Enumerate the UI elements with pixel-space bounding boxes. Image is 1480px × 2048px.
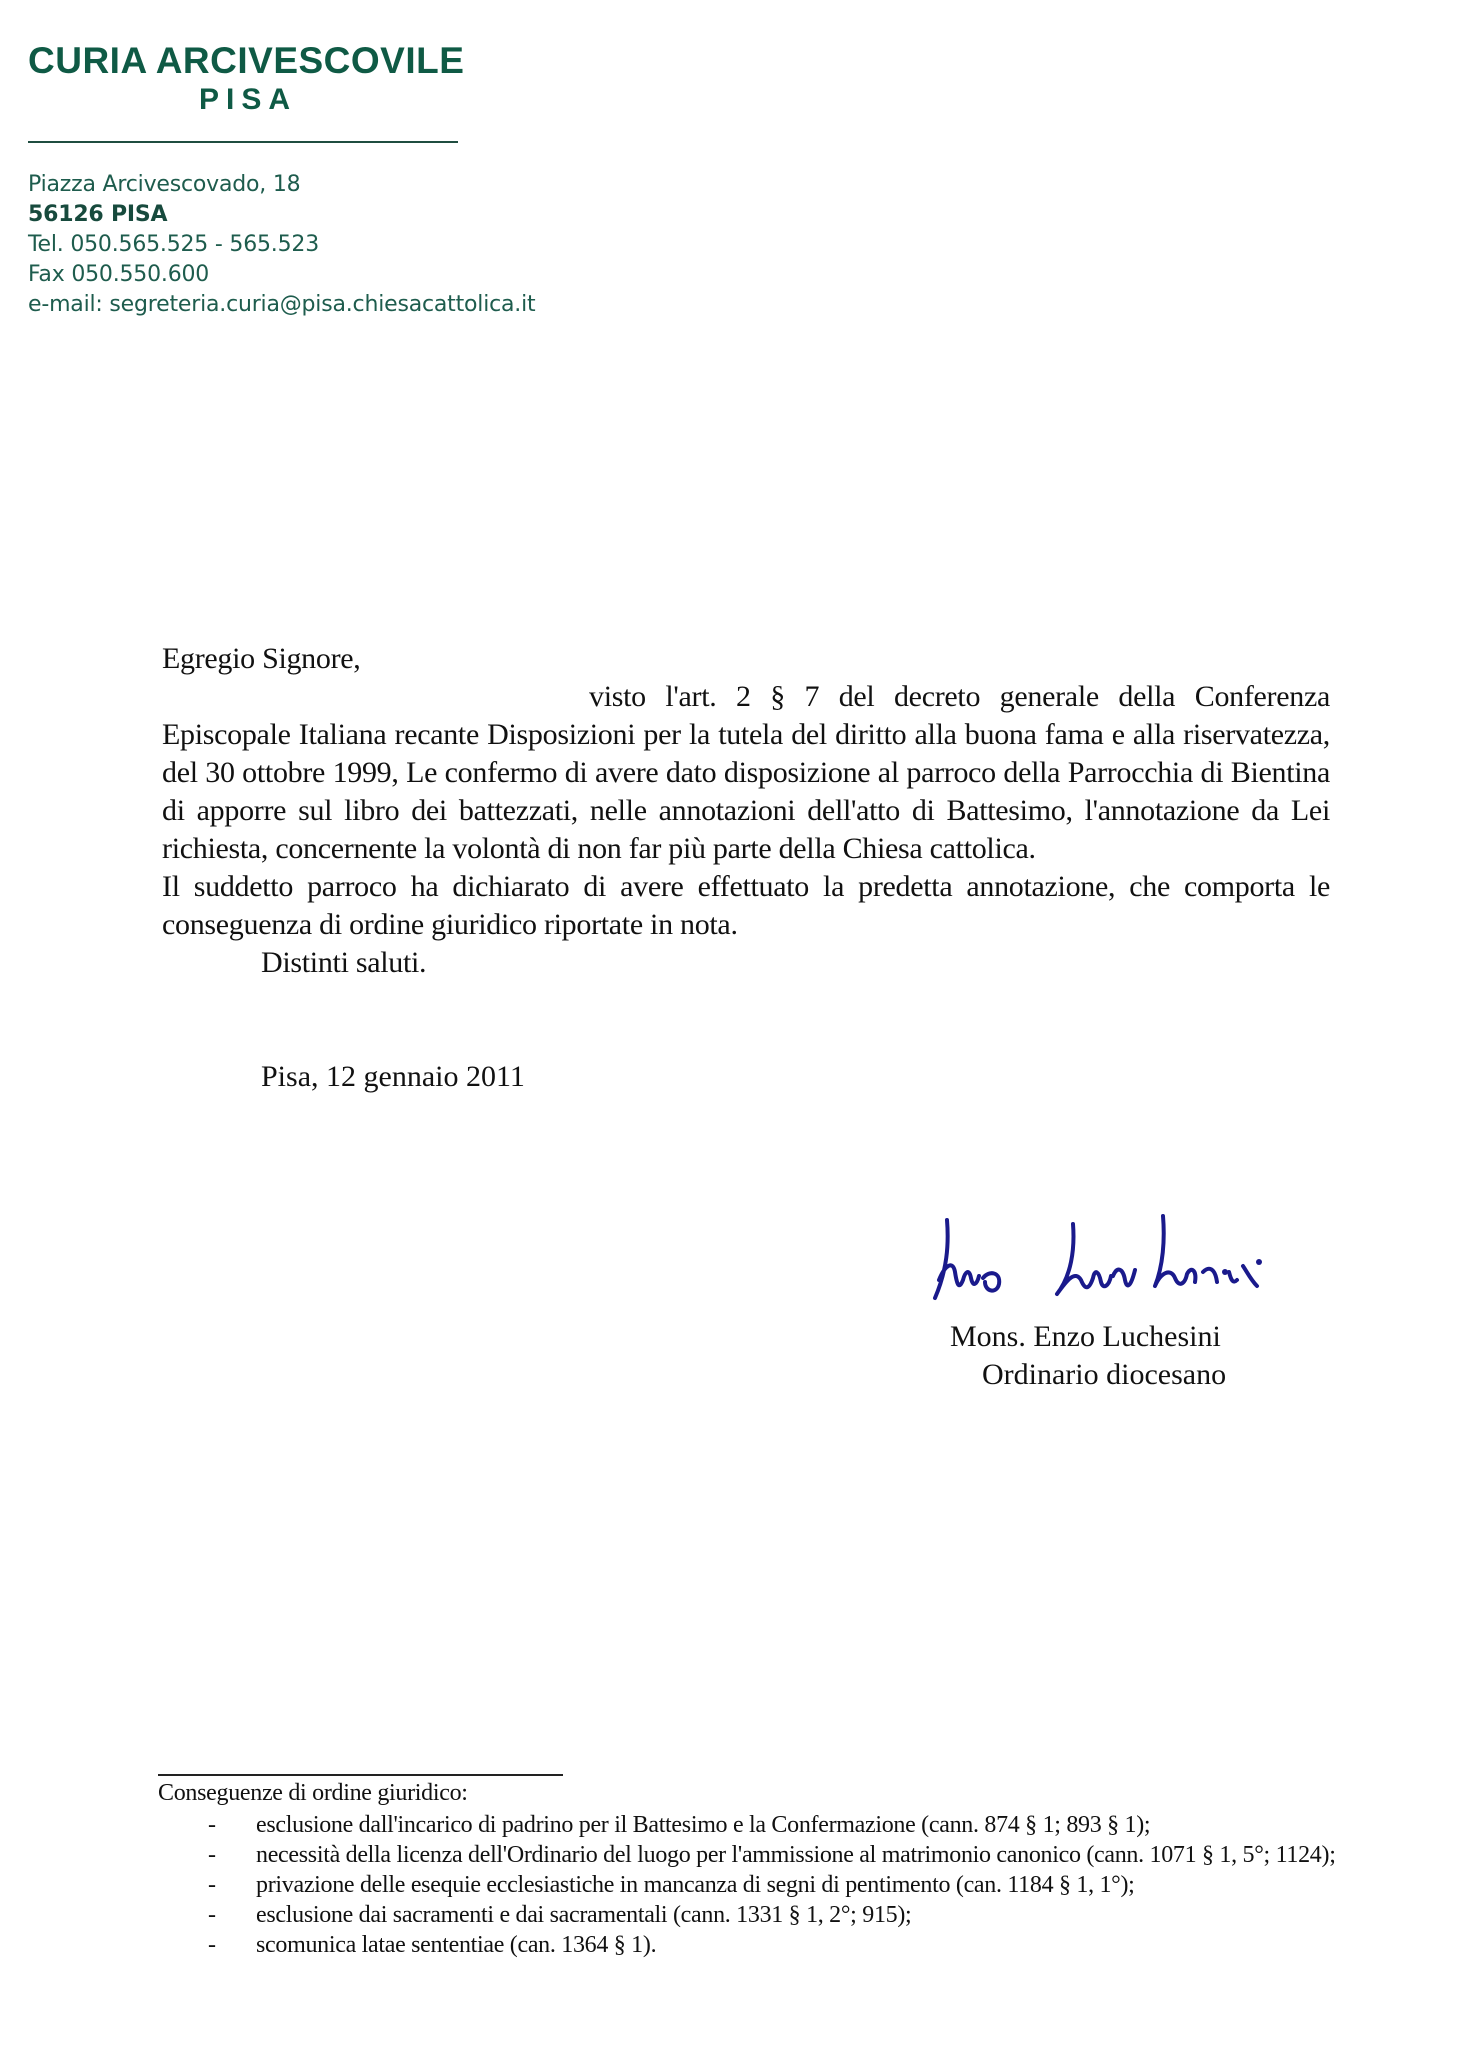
- footnote: [158, 1778, 1338, 1960]
- date-line: Pisa, 12 gennaio 2011: [261, 1060, 525, 1093]
- bullet-dash: -: [208, 1842, 216, 1868]
- contact-block: [28, 170, 535, 320]
- greeting: Egregio Signore,: [162, 642, 361, 675]
- letterhead: [28, 40, 465, 118]
- bullet-dash: -: [208, 1932, 216, 1958]
- postal-line: 56126 PISA: [28, 202, 168, 227]
- list-item-text: esclusione dai sacramenti e dai sacramentali (cann. 1331 § 1, 2°; 915);: [256, 1902, 912, 1928]
- signature-icon: [925, 1210, 1285, 1310]
- fax-line: Fax 050.550.600: [28, 262, 210, 287]
- list-item-text: privazione delle esequie ecclesiastiche in mancanza di segni di pentimento (can. 1184 § 1, 1°);: [256, 1872, 1135, 1898]
- signer-block: [950, 1318, 1226, 1394]
- list-item-text: necessità della licenza dell'Ordinario del luogo per l'ammissione al matrimonio canonico (cann. 1071 § 1, 5°; 1124);: [256, 1842, 1336, 1868]
- paragraph-1: visto l'art. 2 § 7 del decreto generale della Conferenza Episcopale Italiana recante Disposizioni per la tutela del diritto alla buona fama e alla riservatezza, del 30 ottobre 1999, Le confermo di avere dato disposizione al parroco della Parrocchia di Bientina di apporre sul libro dei battezzati, nelle annotazioni dell'atto di Battesimo, l'annotazione da Lei richiesta, concernente la volontà di non far più parte della Chiesa cattolica.: [162, 680, 1330, 865]
- phone-line: Tel. 050.565.525 - 565.523: [28, 232, 319, 257]
- consequences-list: [158, 1810, 1338, 1960]
- paragraph-2: Il suddetto parroco ha dichiarato di avere effettuato la predetta annotazione, che comporta le conseguenza di ordine giuridico riportate in nota.: [162, 870, 1330, 941]
- letter-body: [162, 640, 1330, 982]
- signer-role: Ordinario diocesano: [982, 1358, 1227, 1391]
- list-item: [158, 1870, 1338, 1900]
- closing: Distinti saluti.: [261, 946, 427, 979]
- list-item: [158, 1840, 1338, 1870]
- address-line: Piazza Arcivescovado, 18: [28, 172, 301, 197]
- signer-name: Mons. Enzo Luchesini: [950, 1320, 1221, 1353]
- bullet-dash: -: [208, 1872, 216, 1898]
- bullet-dash: -: [208, 1902, 216, 1928]
- letterhead-divider: [28, 141, 458, 143]
- list-item: [158, 1810, 1338, 1840]
- letterhead-title: CURIA ARCIVESCOVILE: [28, 40, 465, 81]
- letterhead-city: PISA: [198, 83, 298, 116]
- bullet-dash: -: [208, 1812, 216, 1838]
- footnote-heading: Conseguenze di ordine giuridico:: [158, 1780, 468, 1806]
- footnote-divider: [158, 1774, 563, 1776]
- email-line: e-mail: segreteria.curia@pisa.chiesacattolica.it: [28, 292, 536, 317]
- list-item: [158, 1900, 1338, 1930]
- list-item-text: esclusione dall'incarico di padrino per il Battesimo e la Confermazione (cann. 874 § 1; 893 § 1);: [256, 1812, 1151, 1838]
- list-item-text: scomunica latae sententiae (can. 1364 § 1).: [256, 1932, 657, 1958]
- list-item: [158, 1930, 1338, 1960]
